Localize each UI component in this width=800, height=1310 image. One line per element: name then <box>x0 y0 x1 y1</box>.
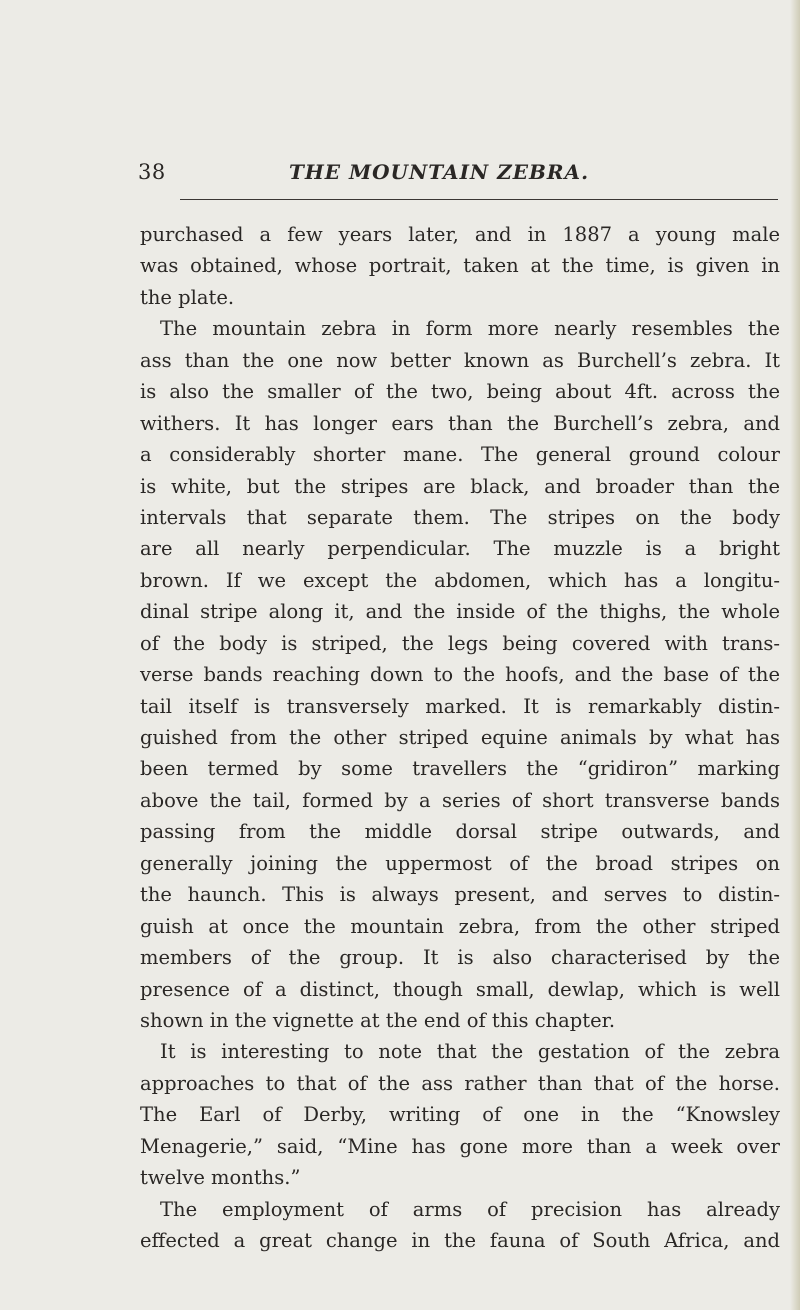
text-line: generally joining the uppermost of the broad stripes on <box>140 851 780 875</box>
text-line: Menagerie,” said, “Mine has gone more than a week over <box>140 1134 780 1158</box>
text-line: twelve months.” <box>140 1166 301 1190</box>
text-line: brown. If we except the abdomen, which has a longitu- <box>140 568 780 592</box>
text-line: intervals that separate them. The stripes on the body <box>140 505 780 529</box>
text-line: approaches to that of the ass rather than that of the horse. <box>140 1071 780 1095</box>
text-line: the plate. <box>140 285 235 309</box>
text-line: presence of a distinct, though small, dewlap, which is well <box>140 977 780 1001</box>
page-number: 38 <box>138 160 166 184</box>
text-line: passing from the middle dorsal stripe outwards, and <box>140 820 780 844</box>
page-header <box>138 160 776 190</box>
text-line: above the tail, formed by a series of short transverse bands <box>140 788 780 812</box>
text-line: verse bands reaching down to the hoofs, and the base of the <box>140 663 780 687</box>
text-line: a considerably shorter mane. The general ground colour <box>140 443 780 467</box>
body-text <box>140 219 780 1256</box>
text-line: of the body is striped, the legs being covered with trans- <box>140 631 780 655</box>
text-line: been termed by some travellers the “gridiron” marking <box>140 757 780 781</box>
text-line: dinal stripe along it, and the inside of the thighs, the whole <box>140 600 780 624</box>
header-rule <box>180 199 778 200</box>
text-line: The mountain zebra in form more nearly resembles the <box>160 317 780 341</box>
text-line: was obtained, whose portrait, taken at the time, is given in <box>140 254 780 278</box>
text-line: is also the smaller of the two, being about 4ft. across the <box>140 380 780 404</box>
text-line: shown in the vignette at the end of this chapter. <box>140 1008 616 1032</box>
text-line: tail itself is transversely marked. It is remarkably distin- <box>140 694 780 718</box>
text-line: The Earl of Derby, writing of one in the “Knowsley <box>140 1103 780 1127</box>
text-line: effected a great change in the fauna of South Africa, and <box>140 1229 780 1252</box>
text-line: ass than the one now better known as Burchell’s zebra. It <box>140 348 780 372</box>
text-line: is white, but the stripes are black, and broader than the <box>140 474 780 498</box>
text-line: guished from the other striped equine animals by what has <box>140 726 780 749</box>
text-line: guish at once the mountain zebra, from the other striped <box>140 914 780 938</box>
text-line: the haunch. This is always present, and serves to distin- <box>140 883 780 907</box>
page-edge-shadow <box>790 0 800 1310</box>
text-line: The employment of arms of precision has already <box>160 1197 780 1221</box>
text-line: are all nearly perpendicular. The muzzle is a bright <box>140 537 780 561</box>
text-line: members of the group. It is also characterised by the <box>140 946 780 970</box>
running-title: THE MOUNTAIN ZEBRA. <box>289 160 590 184</box>
text-line: It is interesting to note that the gestation of the zebra <box>160 1040 780 1064</box>
text-line: purchased a few years later, and in 1887 a young male <box>140 223 780 246</box>
text-line: withers. It has longer ears than the Burchell’s zebra, and <box>140 411 780 435</box>
